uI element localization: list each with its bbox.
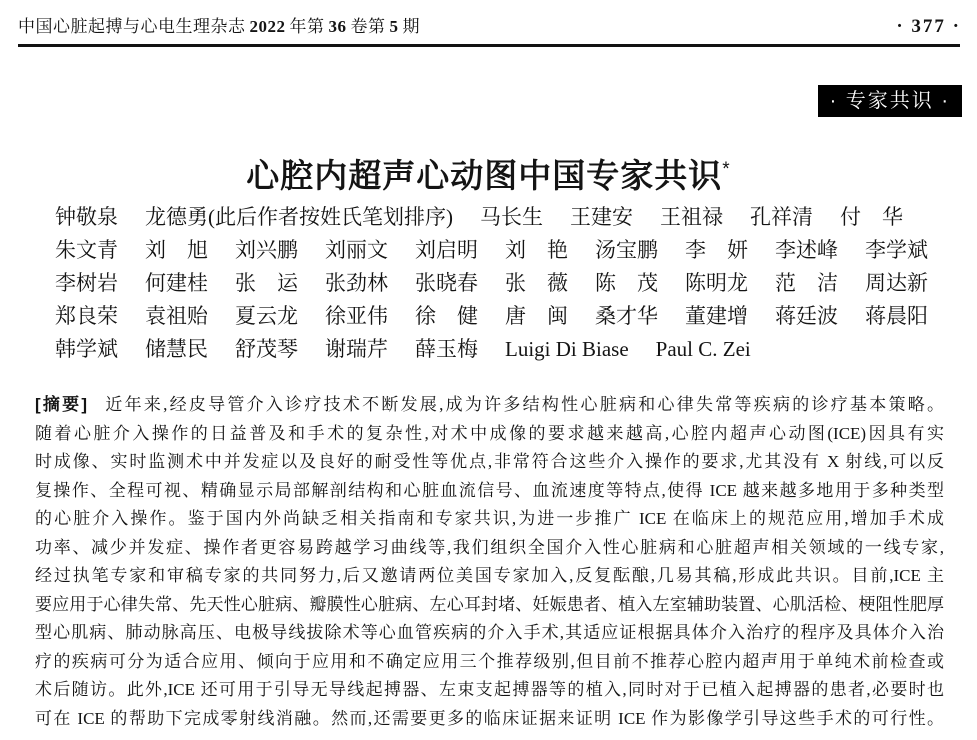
author-name: Luigi Di Biase: [505, 337, 629, 361]
author-name: 孔祥清: [750, 205, 813, 229]
page-number: · 377 ·: [896, 16, 961, 37]
author-name: 夏云龙: [235, 304, 298, 328]
author-name: 桑才华: [595, 304, 658, 328]
author-name: 蒋晨阳: [865, 304, 928, 328]
author-name: 郑良荣: [55, 304, 118, 328]
author-name: 薛玉梅: [415, 337, 478, 361]
author-name: Paul C. Zei: [655, 337, 751, 361]
author-name: 张劲林: [325, 271, 388, 295]
author-name: 李 妍: [685, 238, 748, 262]
author-name: 张 薇: [505, 271, 568, 295]
author-name: 蒋廷波: [775, 304, 838, 328]
abstract-label: [摘要]: [35, 395, 88, 414]
abstract-line: 的心脏介入操作。鉴于国内外尚缺乏相关指南和专家共识,为进一步推广 ICE 在临床上的规范应用,增加手术成: [35, 509, 944, 528]
author-name: 董建增: [685, 304, 748, 328]
abstract-line: 复操作、全程可视、精确显示局部解剖结构和心脏血流信号、血流速度等特点,使得 ICE 越来越多地用于多种类型: [35, 480, 944, 500]
journal-year: 2022: [249, 17, 286, 36]
journal-issue: 5: [389, 17, 399, 36]
journal-info: [18, 12, 420, 37]
author-name: 马长生: [480, 205, 543, 229]
header-rule: [18, 44, 960, 47]
article-title: [0, 150, 977, 197]
author-name: 王建安: [570, 205, 633, 229]
author-name: 舒茂琴: [235, 337, 298, 361]
journal-volume-label: 卷第: [350, 17, 386, 36]
author-name: 龙德勇(此后作者按姓氏笔划排序): [145, 205, 453, 229]
author-name: 储慧民: [145, 337, 208, 361]
abstract-first-line: [35, 391, 944, 420]
author-name: 袁祖贻: [145, 304, 208, 328]
author-name: 李学斌: [865, 238, 928, 262]
author-name: 王祖禄: [660, 205, 723, 229]
abstract-line: 术后随访。此外,ICE 还可用于引导无导线起搏器、左束支起搏器等的植入,同时对于已植入起搏器的患者,必要时也: [35, 680, 944, 699]
journal-issue-label: 期: [402, 17, 420, 36]
author-name: 何建桂: [145, 271, 208, 295]
author-name: 刘丽文: [325, 238, 388, 262]
author-name: 陈 茂: [595, 271, 658, 295]
author-name: 刘兴鹏: [235, 238, 298, 262]
journal-name: 中国心脏起搏与心电生理杂志: [18, 17, 246, 36]
author-name: 范 洁: [775, 271, 838, 295]
author-name: 汤宝鹏: [595, 238, 658, 262]
consensus-badge: · 专家共识 ·: [818, 85, 962, 117]
author-row: [55, 333, 927, 366]
abstract-line: 要应用于心律失常、先天性心脏病、瓣膜性心脏病、左心耳封堵、妊娠患者、植入左室辅助装置、心肌活检、梗阻性肥厚: [35, 594, 944, 614]
author-name: 谢瑞芹: [325, 337, 388, 361]
journal-year-label: 年第: [289, 17, 325, 36]
abstract-body: [35, 420, 944, 734]
abstract-line: 型心肌病、肺动脉高压、电极导线拔除术等心血管疾病的介入手术,其适应证根据具体介入治疗的程序及具体介入治: [35, 623, 944, 642]
author-name: 李树岩: [55, 271, 118, 295]
author-name: 刘启明: [415, 238, 478, 262]
author-list: [55, 201, 927, 366]
journal-volume: 36: [328, 17, 347, 36]
page-header: [18, 12, 961, 38]
author-name: 刘 旭: [145, 238, 208, 262]
article-title-text: 心腔内超声心动图中国专家共识: [246, 157, 723, 195]
abstract-line: 功率、减少并发症、操作者更容易跨越学习曲线等,我们组织全国介入性心脏病和心脏超声相关领域的一线专家,: [35, 537, 944, 557]
author-row: [55, 267, 927, 300]
abstract-line: 时成像、实时监测术中并发症以及良好的耐受性等优点,非常符合这些介入操作的要求,尤其没有 X 射线,可以反: [35, 452, 944, 471]
author-row: [55, 300, 927, 333]
author-name: 刘 艳: [505, 238, 568, 262]
abstract-line: 可在 ICE 的帮助下完成零射线消融。然而,还需要更多的临床证据来证明 ICE 作为影像学引导这些手术的可行性。: [35, 708, 944, 728]
author-name: 钟敬泉: [55, 205, 118, 229]
author-name: 徐亚伟: [325, 304, 388, 328]
abstract-line: 疗的疾病可分为适合应用、倾向于应用和不确定应用三个推荐级别,但目前不推荐心腔内超声用于单纯术前检查或: [35, 651, 944, 671]
title-footnote-marker: *: [722, 159, 731, 181]
author-name: 张晓春: [415, 271, 478, 295]
author-row: [55, 201, 927, 234]
abstract-line: 经过执笔专家和审稿专家的共同努力,后又邀请两位美国专家加入,反复酝酿,几易其稿,形成此共识。目前,ICE 主: [35, 566, 944, 585]
author-name: 李述峰: [775, 238, 838, 262]
abstract-section: [35, 391, 944, 733]
author-name: 付 华: [840, 205, 903, 229]
abstract-line: 随着心脏介入操作的日益普及和手术的复杂性,对术中成像的要求越来越高,心腔内超声心动图(ICE)因具有实: [35, 423, 944, 443]
author-name: 韩学斌: [55, 337, 118, 361]
author-name: 周达新: [865, 271, 928, 295]
author-name: 唐 闽: [505, 304, 568, 328]
abstract-text: 近年来,经皮导管介入诊疗技术不断发展,成为许多结构性心脏病和心律失常等疾病的诊疗基本策略。: [103, 395, 945, 414]
author-row: [55, 234, 927, 267]
author-name: 陈明龙: [685, 271, 748, 295]
author-name: 徐 健: [415, 304, 478, 328]
author-name: 朱文青: [55, 238, 118, 262]
author-name: 张 运: [235, 271, 298, 295]
